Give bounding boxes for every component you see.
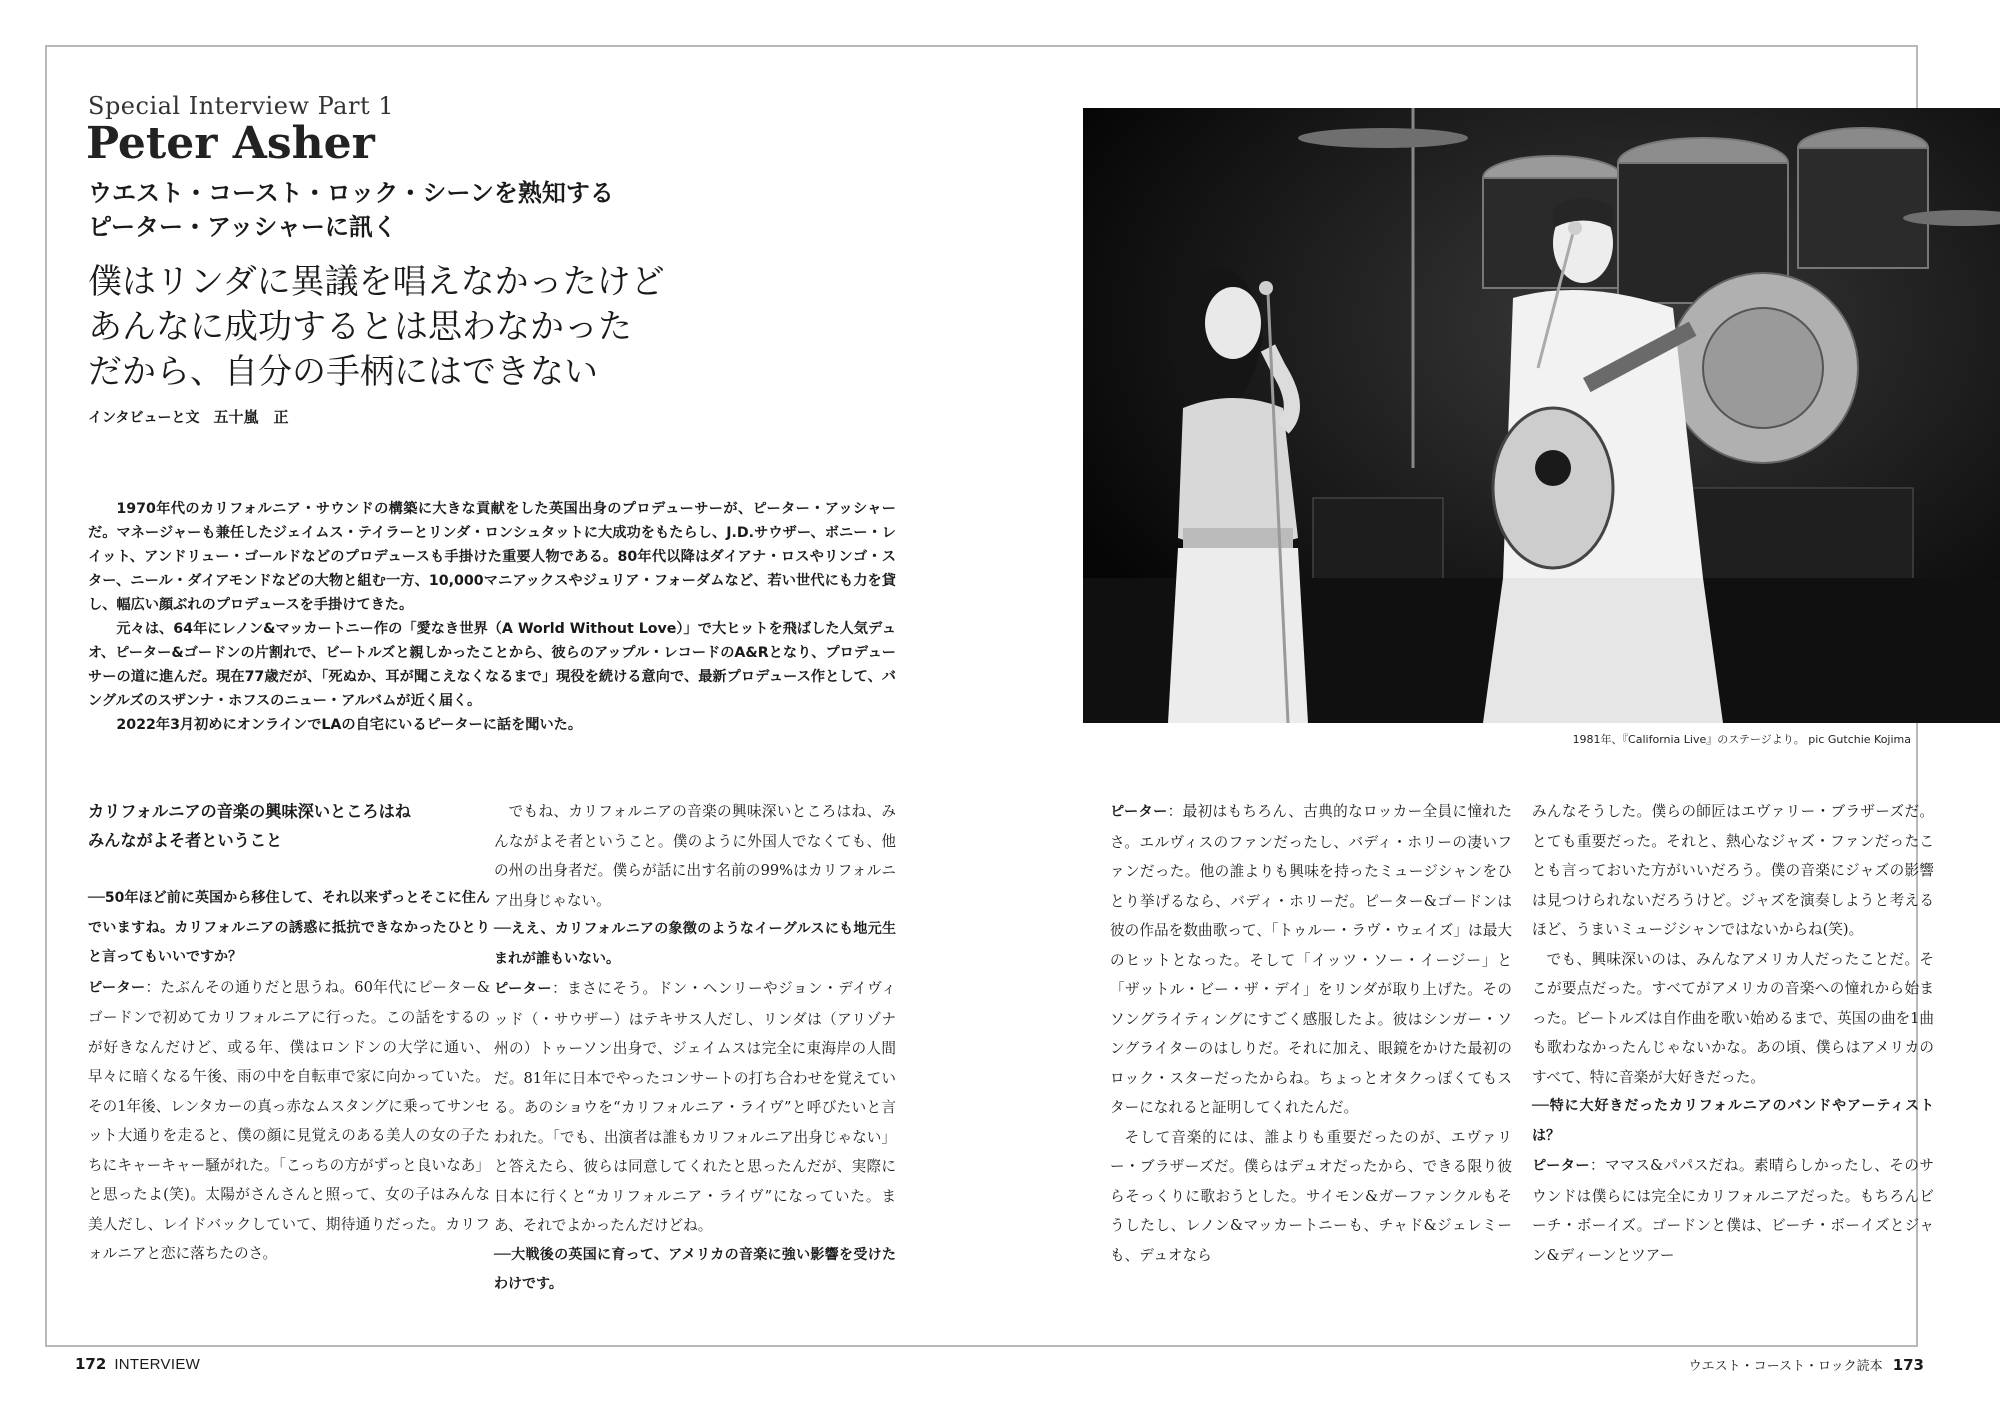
- headline-line: 僕はリンダに異議を唱えなかったけど: [88, 262, 665, 302]
- section-heading-line: カリフォルニアの音楽の興味深いところはね: [88, 802, 411, 821]
- section-label: INTERVIEW: [114, 1356, 201, 1373]
- answer-text: ：ママス&パパスだね。素晴らしかったし、そのサウンドは僕らには完全にカリフォルニアだった。もちろんビーチ・ボーイズ。ゴードンと僕は、ビーチ・ボーイズとジャン&ディーンとツアー: [1532, 1157, 1934, 1264]
- intro-paragraph: 1970年代のカリフォルニア・サウンドの構築に大きな貢献をした英国出身のプロデューサーが、ピーター・アッシャーだ。マネージャーも兼任したジェイムス・テイラーとリンダ・ロンシュタットに大成功をもたらし、J.D.サウザー、ボニー・レイット、アンドリュー・ゴールドなどのプロデュースも手掛けた重要人物である。80年代以降はダイアナ・ロスやリンゴ・スター、ニール・ダイアモンドなどの大物と組む一方、10,000マニアックスやジュリア・フォーダムなど、若い世代にも力を貸し、幅広い顔ぶれのプロデュースを手掛けてきた。: [88, 501, 896, 613]
- interviewer-question: ──特に大好きだったカリフォルニアのバンドやアーティストは？: [1532, 1098, 1934, 1144]
- concert-photo: [1083, 108, 2000, 723]
- subtitle-line: ピーター・アッシャーに訊く: [88, 213, 397, 241]
- section-heading-line: みんながよそ者ということ: [88, 831, 283, 850]
- answer-paragraph: [1110, 797, 1512, 1123]
- answer-paragraph: でもね、カリフォルニアの音楽の興味深いところはね、みんながよそ者ということ。僕のように外国人でなくても、他の州の出身者だ。僕らが話に出す名前の99%はカリフォルニア出身じゃない。: [494, 803, 896, 909]
- byline-label: インタビューと文: [88, 410, 200, 426]
- answer-paragraph: [1532, 1151, 1934, 1270]
- body-column-3: [1110, 797, 1512, 1270]
- page-number-right: 173: [1892, 1356, 1924, 1374]
- byline: [88, 406, 288, 427]
- answer-paragraph: でも、興味深いのは、みんなアメリカ人だったことだ。そこが要点だった。すべてがアメリカの音楽への憧れから始まった。ビートルズは自作曲を歌い始めるまで、英国の曲を1曲も歌わなかったんじゃないかな。あの頃、僕らはアメリカのすべて、特に音楽が大好きだった。: [1532, 950, 1935, 1086]
- body-column-2: [494, 797, 896, 1300]
- speaker-label: ピーター: [494, 981, 553, 997]
- answer-text: ：まさにそう。ドン・ヘンリーやジョン・デイヴィッド（・サウザー）はテキサス人だし、リンダは（アリゾナ州の）トゥーソン出身で、ジェイムスは完全に東海岸の人間だ。81年に日本でやったコンサートの打ち合わせを覚えている。あのショウを“カリフォルニア・ライヴ”と呼びたいと言われた。「でも、出演者は誰もカリフォルニア出身じゃない」と答えたら、彼らは同意してくれたと思ったんだが、実際に日本に行くと“カリフォルニア・ライヴ”になっていた。まあ、それでよかったんだけどね。: [494, 980, 897, 1234]
- headline-line: あんなに成功するとは思わなかった: [88, 307, 632, 347]
- right-page-footer: [1689, 1355, 1924, 1374]
- answer-paragraph: [494, 974, 896, 1241]
- answer-text: ：たぶんその通りだと思うね。60年代にピーター&ゴードンで初めてカリフォルニアに行った。この話をするのが好きなんだけど、或る年、僕はロンドンの大学に通い、早々に暗くなる午後、雨の中を自転車で家に向かっていた。その1年後、レンタカーの真っ赤なムスタングに乗ってサンセット大通りを走ると、僕の顔に見覚えのある美人の女の子たちにキャーキャー騒がれた。「こっちの方がずっと良いなあ」と思ったよ(笑)。太陽がさんさんと照って、女の子はみんな美人だし、レイドバックしていて、期待通りだった。カリフォルニアと恋に落ちたのさ。: [88, 978, 490, 1262]
- interviewer-question: ──50年ほど前に英国から移住して、それ以来ずっとそこに住んでいますね。カリフォルニアの誘惑に抵抗できなかったひとりと言ってもいいですか？: [88, 890, 490, 965]
- body-column-4: [1532, 797, 1934, 1270]
- headline-line: だから、自分の手柄にはできない: [88, 352, 598, 392]
- section-heading: [88, 797, 490, 855]
- answer-text: ：最初はもちろん、古典的なロッカー全員に憧れたさ。エルヴィスのファンだったし、バディ・ホリーの凄いファンだった。他の誰よりも興味を持ったミュージシャンをひとり挙げるなら、バディ・ホリーだ。ピーター&ゴードンは彼の作品を数曲歌って、「トゥルー・ラヴ・ウェイズ」は最大のヒットとなった。そして「イッツ・ソー・イージー」と「ザットル・ビー・ザ・デイ」をリンダが取り上げた。そのソングライティングにすごく感服したよ。彼はシンガー・ソングライターのはしりだ。それに加え、眼鏡をかけた最初のロック・スターだったからね。ちょっとオタクっぽくてもスターになれると証明してくれたんだ。: [1110, 803, 1512, 1116]
- book-title: ウエスト・コースト・ロック読本: [1688, 1359, 1883, 1374]
- pull-quote-headline: [88, 260, 665, 395]
- answer-paragraph: みんなそうした。僕らの師匠はエヴァリー・ブラザーズだ。とても重要だった。それと、熱心なジャズ・ファンだったことも言っておいた方がいいだろう。僕の音楽にジャズの影響は見つけられないだろうけど。ジャズを演奏しようと考えるほど、うまいミュージシャンではないからね(笑)。: [1532, 803, 1934, 938]
- interviewer-question: ──ええ、カリフォルニアの象徴のようなイーグルスにも地元生まれが誰もいない。: [494, 921, 896, 967]
- intro-paragraph: 2022年3月初めにオンラインでLAの自宅にいるピーターに話を聞いた。: [116, 717, 583, 733]
- series-kicker: Special Interview Part 1: [88, 92, 394, 120]
- intro-paragraph: 元々は、64年にレノン&マッカートニー作の「愛なき世界（A World Without Love）」で大ヒットを飛ばした人気デュオ、ピーター&ゴードンの片割れで、ビートルズと親しかったことから、彼らのアップル・レコードのA&Rとなり、プロデューサーの道に進んだ。現在77歳だが、「死ぬか、耳が聞こえなくなるまで」現役を続ける意向で、最新プロデュース作として、バングルズのスザンナ・ホフスのニュー・アルバムが近く届く。: [88, 621, 896, 709]
- byline-author: 五十嵐 正: [213, 408, 289, 426]
- body-column-1: [88, 797, 490, 1269]
- answer-paragraph: そして音楽的には、誰よりも重要だったのが、エヴァリー・ブラザーズだ。僕らはデュオだったから、できる限り彼らそっくりに歌おうとした。サイモン&ガーファンクルもそうしたし、レノン&マッカートニーも、チャド&ジェレミーも、デュオなら: [1110, 1128, 1512, 1264]
- speaker-label: ピーター: [88, 979, 146, 996]
- left-page-footer: [75, 1355, 200, 1373]
- subtitle-line: ウエスト・コースト・ロック・シーンを熟知する: [88, 179, 614, 207]
- page-number-left: 172: [75, 1355, 107, 1373]
- photo-caption: 1981年、『California Live』のステージより。 pic Gutchie Kojima: [1572, 733, 1911, 746]
- interviewer-question: ──大戦後の英国に育って、アメリカの音楽に強い影響を受けたわけです。: [494, 1246, 896, 1292]
- concert-photo-illustration: [1083, 108, 2000, 723]
- speaker-label: ピーター: [1110, 804, 1168, 820]
- answer-paragraph: [88, 973, 490, 1269]
- article-subtitle: [88, 176, 614, 244]
- interviewee-name: Peter Asher: [86, 118, 375, 169]
- speaker-label: ピーター: [1532, 1158, 1590, 1174]
- intro-lead: [88, 497, 896, 737]
